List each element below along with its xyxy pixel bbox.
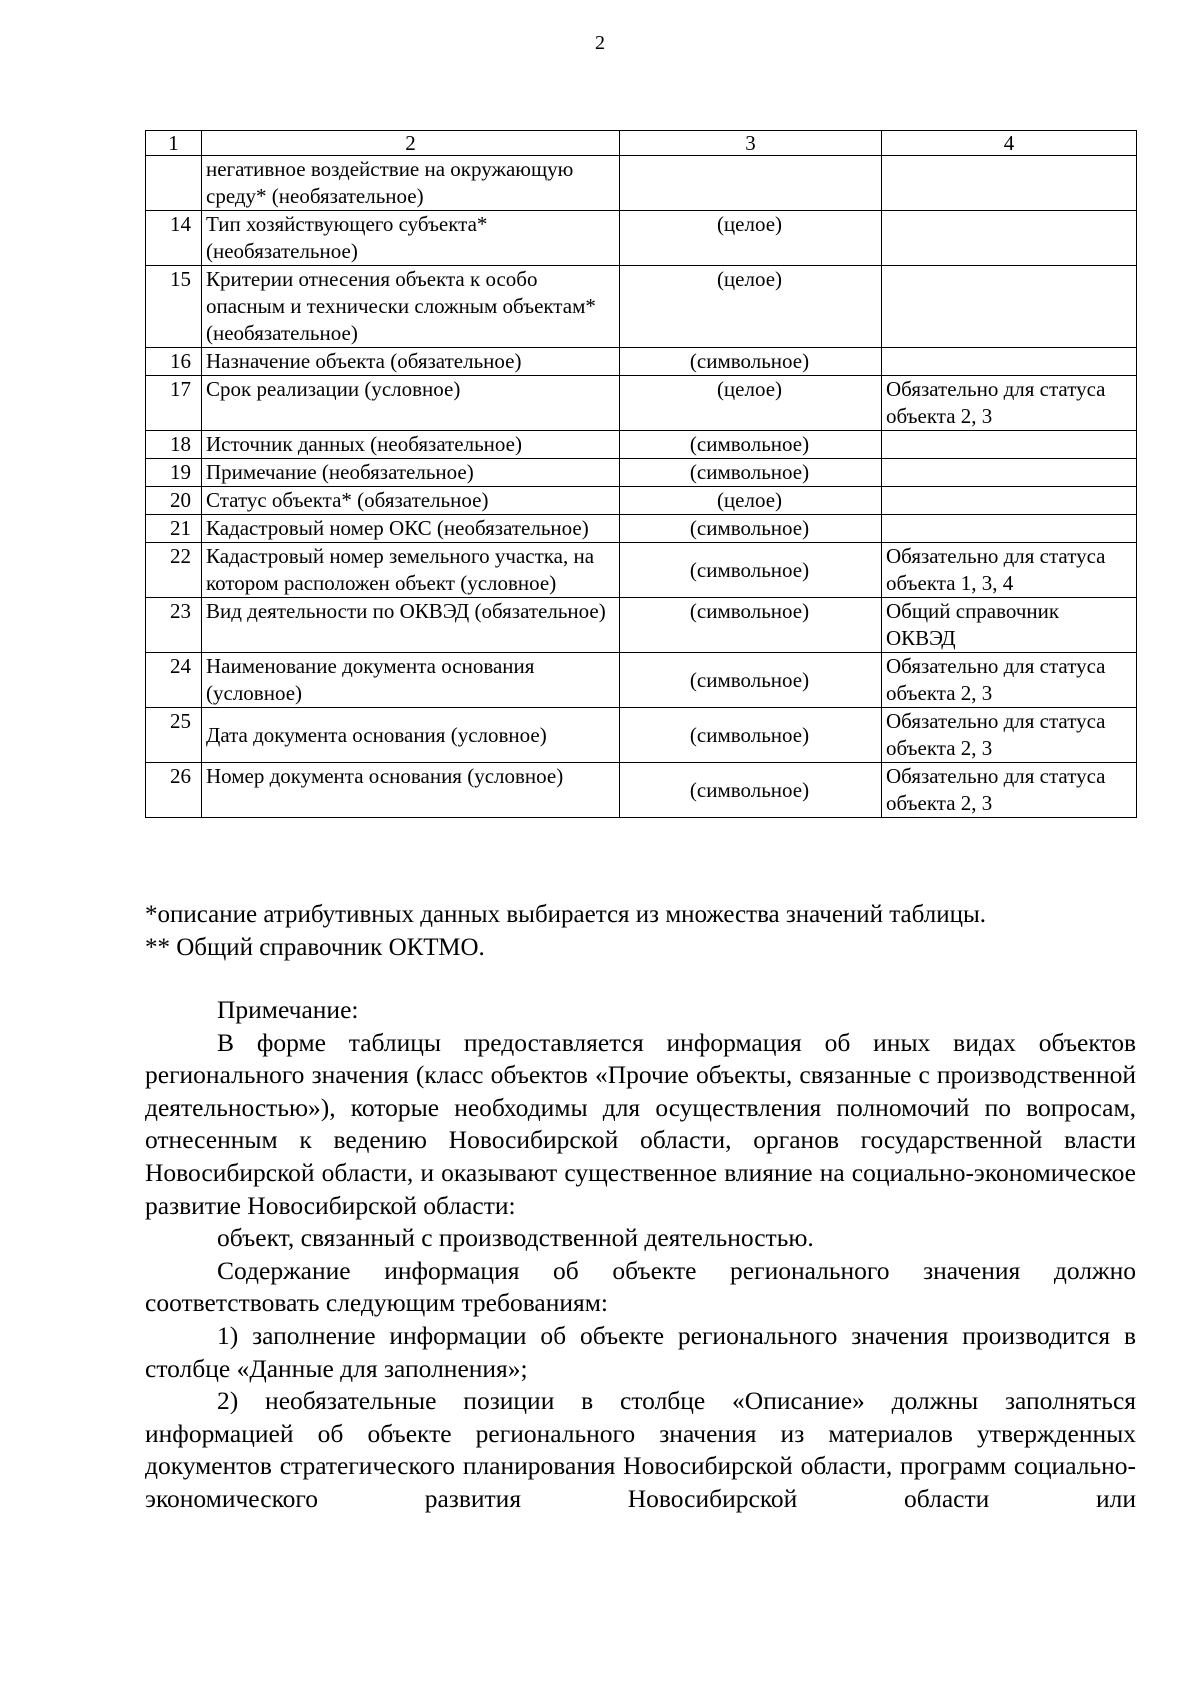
row-number: 18 — [146, 431, 202, 459]
notes-paragraph: Содержание информация об объекте регионального значения должно соответствовать следующим требованиям: — [145, 1255, 1136, 1318]
row-type: (целое) — [620, 376, 882, 431]
header-cell: 2 — [202, 131, 620, 156]
row-note — [882, 515, 1137, 543]
page-number: 2 — [595, 32, 605, 54]
row-note — [882, 431, 1137, 459]
row-note: Обязательно для статуса объекта 2, 3 — [882, 708, 1137, 763]
header-cell: 1 — [146, 131, 202, 156]
row-note: Обязательно для статуса объекта 2, 3 — [882, 653, 1137, 708]
header-cell: 3 — [620, 131, 882, 156]
row-note: Обязательно для статуса объекта 2, 3 — [882, 376, 1137, 431]
row-number: 22 — [146, 543, 202, 598]
table-row — [146, 598, 1137, 653]
row-description: Назначение объекта (обязательное) — [202, 348, 620, 376]
row-type: (символьное) — [620, 543, 882, 598]
row-number: 24 — [146, 653, 202, 708]
row-description: Вид деятельности по ОКВЭД (обязательное) — [202, 598, 620, 653]
table-row — [146, 653, 1137, 708]
row-type: (символьное) — [620, 515, 882, 543]
row-description: Источник данных (необязательное) — [202, 431, 620, 459]
row-description: Дата документа основания (условное) — [202, 708, 620, 763]
row-number: 23 — [146, 598, 202, 653]
row-type: (символьное) — [620, 598, 882, 653]
row-type: (символьное) — [620, 431, 882, 459]
footnote: *описание атрибутивных данных выбирается из множества значений таблицы. — [145, 901, 987, 928]
table-row — [146, 708, 1137, 763]
row-number: 17 — [146, 376, 202, 431]
row-number: 26 — [146, 763, 202, 818]
notes-heading: Примечание: — [217, 995, 359, 1024]
row-type: (символьное) — [620, 348, 882, 376]
notes-paragraph: В форме таблицы предоставляется информация об иных видах объектов регионального значения (класс объектов «Прочие объекты, связанные с производственной деятельностью»), которые необходимы для осуществления полномочий по вопросам, отнесенным к ведению Новосибирской области, органов государственной власти Новосибирской области, и оказывают существенное влияние на социально-экономическое развитие Новосибирской области: — [145, 1027, 1136, 1220]
table-header-row — [146, 131, 1137, 156]
row-description: Номер документа основания (условное) — [202, 763, 620, 818]
row-type: (целое) — [620, 487, 882, 515]
row-description: Кадастровый номер ОКС (необязательное) — [202, 515, 620, 543]
notes-paragraph: 2) необязательные позиции в столбце «Описание» должны заполняться информацией об объекте регионального значения из материалов утвержденных документов стратегического планирования Новосибирской области, программ социально-экономического развития Новосибирской области или — [145, 1386, 1136, 1513]
notes-section — [145, 994, 1136, 1516]
row-number: 20 — [146, 487, 202, 515]
row-type: (целое) — [620, 266, 882, 348]
row-description: Критерии отнесения объекта к особо опасным и технически сложным объектам* (необязательное) — [202, 266, 620, 348]
footnote: ** Общий справочник ОКТМО. — [145, 934, 485, 961]
row-note — [882, 487, 1137, 515]
row-number: 19 — [146, 459, 202, 487]
row-type: (символьное) — [620, 708, 882, 763]
table-row — [146, 431, 1137, 459]
table-row — [146, 211, 1137, 266]
row-type: (символьное) — [620, 653, 882, 708]
row-type: (целое) — [620, 211, 882, 266]
table-row — [146, 266, 1137, 348]
row-note: Обязательно для статуса объекта 1, 3, 4 — [882, 543, 1137, 598]
table-row — [146, 376, 1137, 431]
table-row — [146, 487, 1137, 515]
footnotes — [145, 898, 1136, 964]
row-description: Статус объекта* (обязательное) — [202, 487, 620, 515]
row-number: 25 — [146, 708, 202, 763]
row-number: 14 — [146, 211, 202, 266]
row-type: (символьное) — [620, 763, 882, 818]
row-description: Примечание (необязательное) — [202, 459, 620, 487]
row-number: 16 — [146, 348, 202, 376]
row-description: негативное воздействие на окружающую среду* (необязательное) — [202, 156, 620, 211]
notes-paragraph: объект, связанный с производственной деятельностью. — [217, 1223, 814, 1253]
row-note — [882, 266, 1137, 348]
row-note — [882, 211, 1137, 266]
row-note — [882, 459, 1137, 487]
row-note: Общий справочник ОКВЭД — [882, 598, 1137, 653]
attributes-table — [145, 130, 1137, 818]
row-number: 15 — [146, 266, 202, 348]
table-row — [146, 348, 1137, 376]
table-row — [146, 543, 1137, 598]
row-number: 21 — [146, 515, 202, 543]
row-note: Обязательно для статуса объекта 2, 3 — [882, 763, 1137, 818]
row-description: Кадастровый номер земельного участка, на котором расположен объект (условное) — [202, 543, 620, 598]
row-type — [620, 156, 882, 211]
row-number — [146, 156, 202, 211]
header-cell: 4 — [882, 131, 1137, 156]
table-row — [146, 156, 1137, 211]
row-note — [882, 348, 1137, 376]
table-row — [146, 459, 1137, 487]
table-row — [146, 763, 1137, 818]
row-description: Наименование документа основания (условное) — [202, 653, 620, 708]
row-type: (символьное) — [620, 459, 882, 487]
notes-paragraph: 1) заполнение информации об объекте регионального значения производится в столбце «Данные для заполнения»; — [145, 1320, 1136, 1383]
table-row — [146, 515, 1137, 543]
row-description: Срок реализации (условное) — [202, 376, 620, 431]
row-note — [882, 156, 1137, 211]
row-description: Тип хозяйствующего субъекта* (необязательное) — [202, 211, 620, 266]
